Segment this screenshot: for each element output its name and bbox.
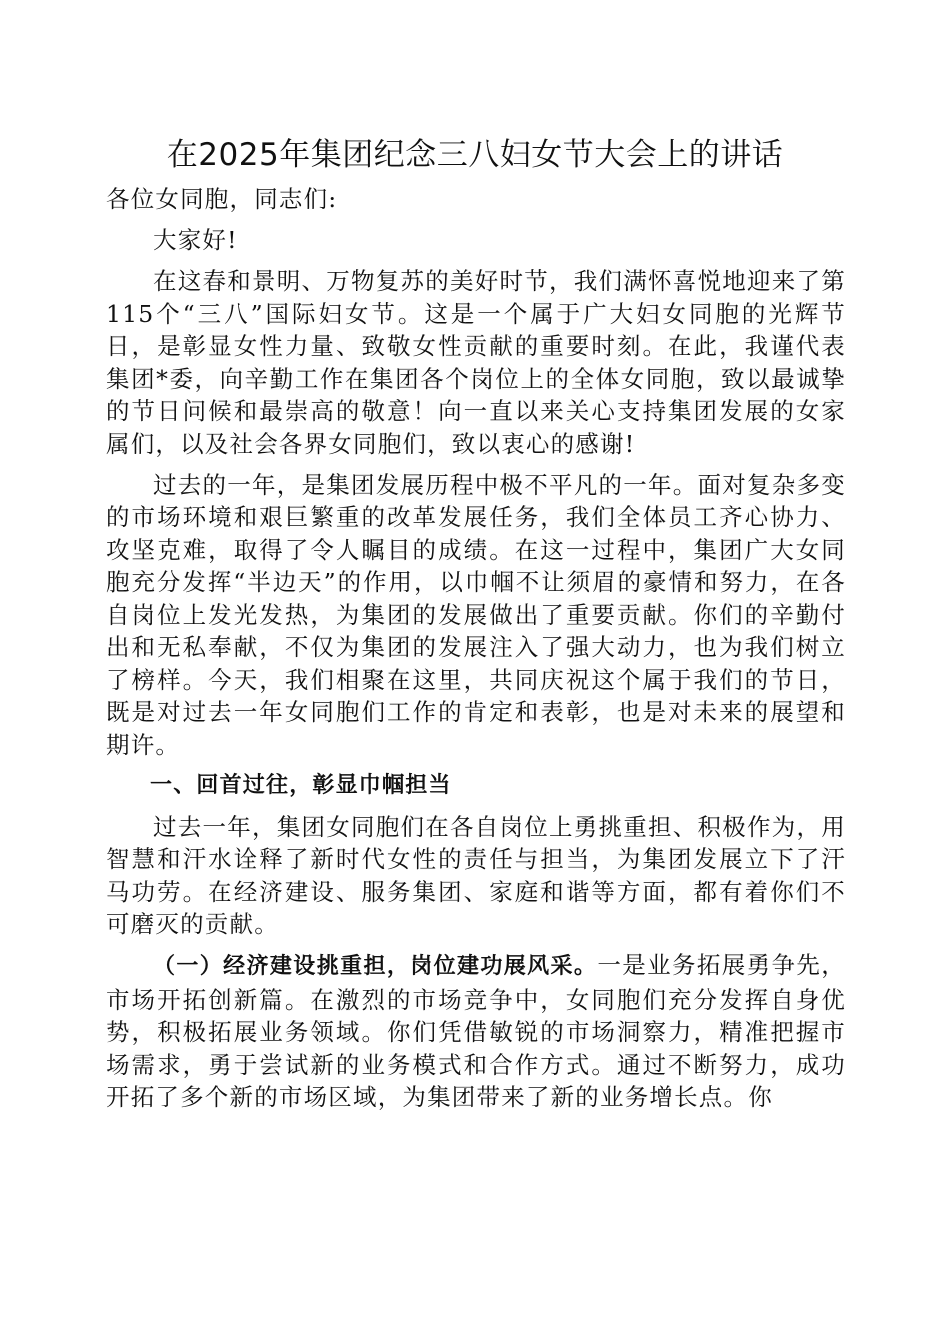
- document-body: [106, 183, 846, 1122]
- paragraph-section-1-intro: 过去一年，集团女同胞们在各自岗位上勇挑重担、积极作为，用智慧和汗水诠释了新时代女性的责任与担当，为集团发展立下了汗马功劳。在经济建设、服务集团、家庭和谐等方面，都有着你们不可磨灭的贡献。: [106, 812, 846, 938]
- section-heading-1: 一、回首过往，彰显巾帼担当: [150, 772, 452, 798]
- paragraph-opening: 在这春和景明、万物复苏的美好时节，我们满怀喜悦地迎来了第115个“三八”国际妇女节。这是一个属于广大妇女同胞的光辉节日，是彰显女性力量、致敬女性贡献的重要时刻。在此，我谨代表集团*委，向辛勤工作在集团各个岗位上的全体女同胞，致以最诚挚的节日问候和最崇高的敬意！向一直以来关心支持集团发展的女家属们，以及社会各界女同胞们，致以衷心的感谢!: [106, 267, 846, 458]
- subsection-lead: （一）经济建设挑重担，岗位建功展风采。: [153, 954, 598, 979]
- salutation: 各位女同胞，同志们:: [106, 185, 338, 213]
- paragraph-review: 过去的一年，是集团发展历程中极不平凡的一年。面对复杂多变的市场环境和艰巨繁重的改革发展任务，我们全体员工齐心协力、攻坚克难，取得了令人瞩目的成绩。在这一过程中，集团广大女同胞充分发挥“半边天”的作用，以巾帼不让须眉的豪情和努力，在各自岗位上发光发热，为集团的发展做出了重要贡献。你们的辛勤付出和无私奉献，不仅为集团的发展注入了强大动力，也为我们树立了榜样。今天，我们相聚在这里，共同庆祝这个属于我们的节日，既是对过去一年女同胞们工作的肯定和表彰，也是对未来的展望和期许。: [106, 470, 846, 759]
- greeting: 大家好!: [153, 226, 238, 254]
- subsection-text: 一是业务拓展勇争先，市场开拓创新篇。在激烈的市场竞争中，女同胞们充分发挥自身优势，积极拓展业务领域。你们凭借敏锐的市场洞察力，精准把握市场需求，勇于尝试新的业务模式和合作方式。通过不断努力，成功开拓了多个新的市场区域，为集团带来了新的业务增长点。你: [106, 951, 846, 1111]
- paragraph-economic-construction: [106, 949, 846, 1114]
- document-title: 在2025年集团纪念三八妇女节大会上的讲话: [166, 137, 784, 173]
